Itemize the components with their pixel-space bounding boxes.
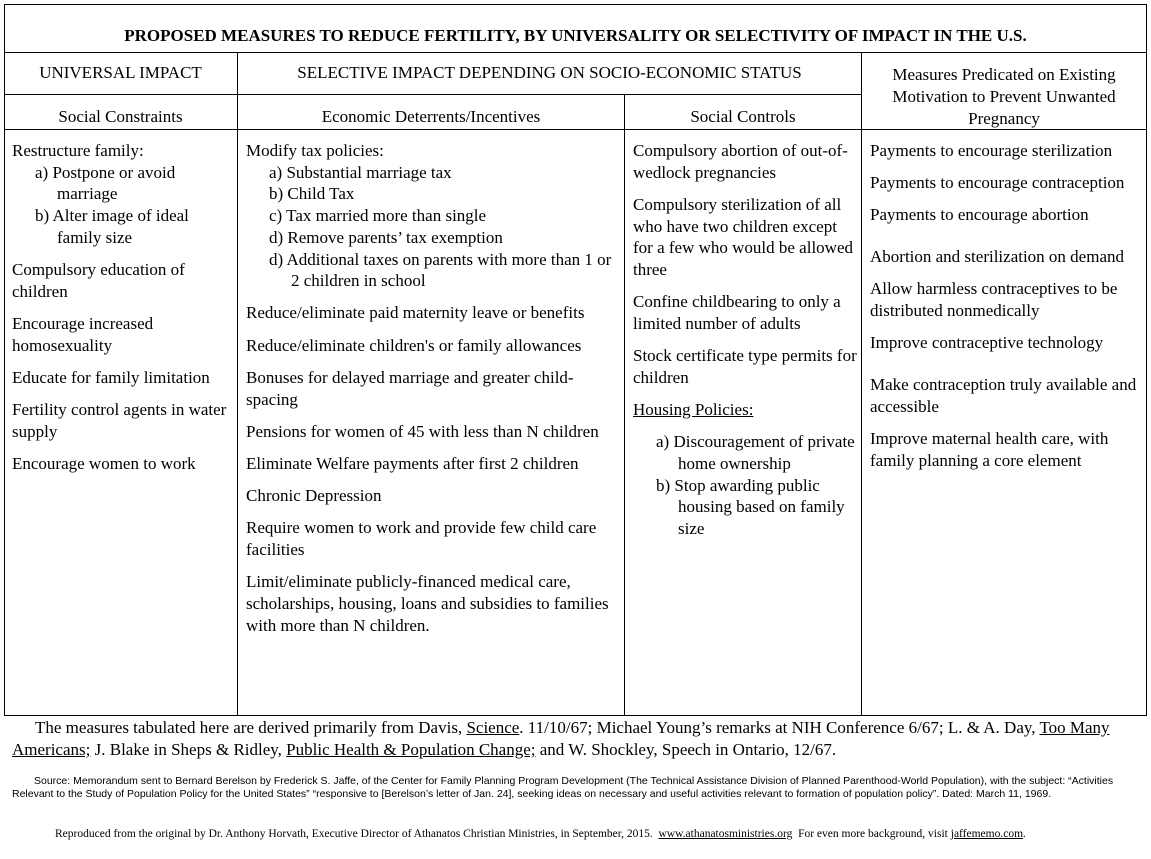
- sub-item: d) Additional taxes on parents with more than 1 or 2 children in school: [269, 249, 612, 291]
- reproduction-note: [55, 827, 1145, 841]
- sub-item: d) Remove parents’ tax exemption: [269, 227, 503, 247]
- list-item: Eliminate Welfare payments after first 2 children: [246, 453, 579, 473]
- column-social-controls: [633, 140, 857, 540]
- list-item: Compulsory education of children: [12, 260, 185, 301]
- list-item: Compulsory abortion of out-of-wedlock pregnancies: [633, 141, 848, 182]
- sub-item: b) Stop awarding public housing based on family size: [656, 475, 845, 539]
- column-economic-deterrents: [246, 140, 618, 636]
- note-text: and W. Shockley, Speech in Ontario, 12/67.: [535, 740, 837, 759]
- column-predicated-measures: [870, 140, 1144, 482]
- header-divider: [4, 94, 862, 95]
- reference-science: Science: [466, 718, 520, 737]
- jaffememo-link[interactable]: jaffememo.com: [950, 828, 1024, 840]
- sub-item: c) Tax married more than single: [269, 206, 487, 226]
- list-item: Improve contraceptive technology: [870, 333, 1104, 353]
- column-divider-1: [237, 52, 238, 716]
- list-item: Encourage increased homosexuality: [12, 313, 154, 355]
- references-note: [12, 717, 1142, 761]
- list-item: Payments to encourage contraception: [870, 173, 1125, 193]
- list-item: Abortion and sterilization on demand: [870, 247, 1124, 267]
- list-item: Make contraception truly available and accessible: [870, 374, 1137, 416]
- list-item: Require women to work and provide few child care facilities: [246, 518, 597, 560]
- table-border-bottom: [4, 715, 1147, 716]
- header-universal-impact: UNIVERSAL IMPACT: [39, 63, 202, 82]
- header-predicated-measures: Measures Predicated on Existing Motivation to Prevent Unwanted Pregnancy: [892, 65, 1116, 128]
- athanatos-link[interactable]: www.athanatosministries.org: [658, 828, 793, 840]
- subheader-social-controls: Social Controls: [690, 107, 796, 126]
- list-item: Reduce/eliminate children's or family allowances: [246, 335, 582, 355]
- housing-policies-heading: Housing Policies:: [633, 400, 754, 420]
- list-item: Encourage women to work: [12, 453, 196, 473]
- list-item: Chronic Depression: [246, 486, 382, 506]
- list-item: Reduce/eliminate paid maternity leave or benefits: [246, 303, 585, 323]
- table-border-right: [1146, 4, 1147, 716]
- repro-end: .: [1023, 828, 1026, 840]
- list-item: Pensions for women of 45 with less than N children: [246, 421, 599, 441]
- header-selective-impact: SELECTIVE IMPACT DEPENDING ON SOCIO-ECONOMIC STATUS: [297, 63, 802, 82]
- sub-item: a) Discouragement of private home ownership: [656, 432, 855, 473]
- sub-item: b) Alter image of ideal family size: [35, 206, 189, 247]
- list-item: [12, 140, 230, 249]
- list-item-text: Modify tax policies:: [246, 141, 384, 160]
- sub-item: b) Child Tax: [269, 184, 355, 204]
- subheader-economic-deterrents: Economic Deterrents/Incentives: [321, 107, 541, 126]
- table-border-top: [4, 4, 1147, 5]
- list-item: Payments to encourage abortion: [870, 205, 1089, 225]
- list-item-text: Restructure family:: [12, 141, 144, 160]
- subheader-social-constraints: Social Constraints: [58, 107, 183, 126]
- list-item: Compulsory sterilization of all who have two children except for a few who would be allowed three: [633, 194, 853, 280]
- column-social-constraints: [12, 140, 230, 485]
- repro-text: Reproduced from the original by Dr. Anthony Horvath, Executive Director of Athanatos Christian Ministries, in September, 2015.: [55, 828, 653, 840]
- note-text: . 11/10/67; Michael Young’s remarks at NIH Conference 6/67; L. & A. Day,: [519, 718, 1040, 737]
- note-text: J. Blake in Sheps & Ridley,: [90, 740, 287, 759]
- reference-too-many-americans: Too Many Americans;: [12, 718, 1110, 759]
- note-text: The measures tabulated here are derived primarily from Davis,: [35, 718, 467, 737]
- column-divider-2: [624, 94, 625, 716]
- list-item: Improve maternal health care, with family planning a core element: [870, 428, 1109, 470]
- table-title: PROPOSED MEASURES TO REDUCE FERTILITY, BY UNIVERSALITY OR SELECTIVITY OF IMPACT IN THE U.S.: [124, 26, 1027, 45]
- list-item: Fertility control agents in water supply: [12, 400, 227, 441]
- reference-public-health: Public Health & Population Change;: [286, 740, 536, 759]
- list-item: Stock certificate type permits for children: [633, 346, 857, 387]
- sub-item: a) Substantial marriage tax: [269, 162, 452, 182]
- list-item: Limit/eliminate publicly-financed medical care, scholarships, housing, loans and subsidies to families with more than N children.: [246, 572, 609, 635]
- list-item: Payments to encourage sterilization: [870, 141, 1113, 160]
- list-item: Allow harmless contraceptives to be distributed nonmedically: [870, 279, 1118, 321]
- sub-item: a) Postpone or avoid marriage: [35, 162, 176, 204]
- source-note: Source: Memorandum sent to Bernard Berelson by Frederick S. Jaffe, of the Center for Family Planning Program Development (The Technical Assistance Division of Planned Parenthood-World Population), with the subject: “Activities Relevant to the Study of Population Policy for the United States” “responsive to [Berelson’s letter of Jan. 24], seeking ideas on necessary and useful activities relevant to formation of population policy”. Dated: March 11, 1969.: [12, 775, 1114, 800]
- column-divider-3: [861, 52, 862, 716]
- list-item: Educate for family limitation: [12, 367, 210, 387]
- list-item: Confine childbearing to only a limited number of adults: [633, 292, 841, 333]
- title-divider: [4, 52, 1147, 53]
- repro-more-text: For even more background, visit: [798, 828, 948, 840]
- list-item: [246, 140, 618, 292]
- list-item: Bonuses for delayed marriage and greater child-spacing: [246, 367, 574, 409]
